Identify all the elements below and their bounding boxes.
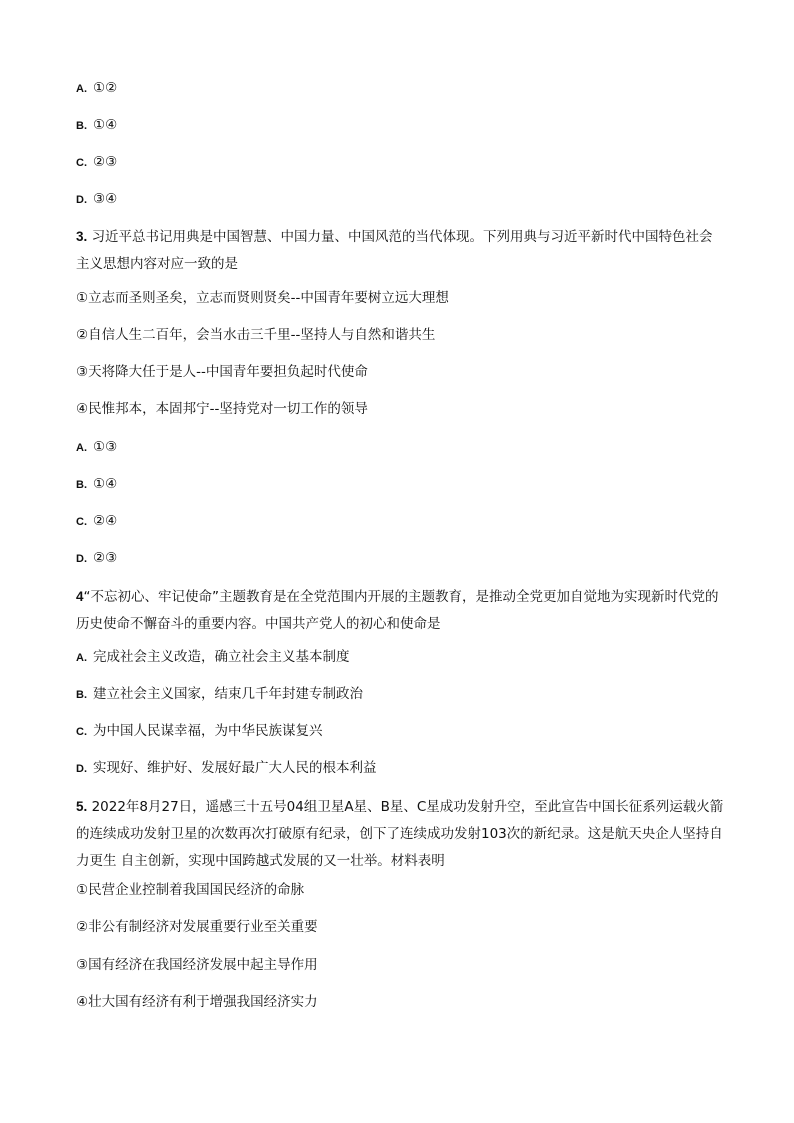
q4-option-a[interactable]: [76, 647, 726, 668]
q5-statement-2: ②非公有制经济对发展重要行业至关重要: [76, 919, 318, 935]
q4-option-c[interactable]: [76, 721, 726, 742]
option-text: 建立社会主义国家，结束几千年封建专制政治: [93, 686, 363, 702]
option-letter: B.: [76, 120, 87, 132]
q5-stem: [76, 793, 726, 875]
q2-option-b[interactable]: [76, 115, 726, 136]
q5-statement-3: ③国有经济在我国经济发展中起主导作用: [76, 957, 318, 973]
option-letter: D.: [76, 553, 87, 565]
q3-statement-3: ③天将降大任于是人--中国青年要担负起时代使命: [76, 364, 368, 380]
option-letter: D.: [76, 763, 87, 775]
q5-statement-4: ④壮大国有经济有利于增强我国经济实力: [76, 994, 318, 1010]
option-text: ①④: [93, 117, 118, 133]
q4-stem: [76, 583, 726, 638]
option-letter: B.: [76, 689, 87, 701]
q2-option-a[interactable]: [76, 78, 726, 99]
option-letter: C.: [76, 726, 87, 738]
option-letter: A.: [76, 442, 87, 454]
question-number: 4: [76, 589, 84, 604]
option-text: ①③: [93, 439, 118, 455]
q4-option-d[interactable]: [76, 758, 726, 779]
option-text: 为中国人民谋幸福，为中华民族谋复兴: [93, 723, 323, 739]
question-number: 3.: [76, 229, 88, 244]
q3-option-a[interactable]: [76, 437, 726, 458]
q5-statement-1: ①民营企业控制着我国国民经济的命脉: [76, 882, 305, 898]
option-text: ③④: [93, 191, 118, 207]
question-text: 2022年8月27日，遥感三十五号04组卫星A星、B星、C星成功发射升空，至此宣告中国长征系列运载火箭的连续成功发射卫星的次数再次打破原有纪录，创下了连续成功发射103次的新纪录。这是航天央企人坚持自力更生 自主创新，实现中国跨越式发展的又一壮举。材料表明: [76, 799, 724, 869]
q2-option-d[interactable]: [76, 189, 726, 210]
option-text: ②③: [93, 550, 118, 566]
q4-option-b[interactable]: [76, 684, 726, 705]
option-letter: A.: [76, 652, 87, 664]
q3-statement-1: ①立志而圣则圣矣，立志而贤则贤矣--中国青年要树立远大理想: [76, 290, 449, 306]
q3-statement-4: ④民惟邦本，本固邦宁--坚持党对一切工作的领导: [76, 401, 368, 417]
q3-option-c[interactable]: [76, 511, 726, 532]
question-text: 习近平总书记用典是中国智慧、中国力量、中国风范的当代体现。下列用典与习近平新时代中国特色社会主义思想内容对应一致的是: [76, 229, 713, 272]
question-text: “不忘初心、牢记使命”主题教育是在全党范围内开展的主题教育，是推动全党更加自觉地为实现新时代党的历史使命不懈奋斗的重要内容。中国共产党人的初心和使命是: [76, 589, 719, 632]
option-letter: B.: [76, 479, 87, 491]
option-letter: A.: [76, 83, 87, 95]
option-letter: D.: [76, 194, 87, 206]
option-letter: C.: [76, 157, 87, 169]
option-text: ②③: [93, 154, 118, 170]
q3-stem: [76, 223, 726, 278]
q3-option-b[interactable]: [76, 474, 726, 495]
option-text: ①②: [93, 80, 118, 96]
q2-option-c[interactable]: [76, 152, 726, 173]
option-text: 完成社会主义改造，确立社会主义基本制度: [93, 649, 350, 665]
option-letter: C.: [76, 516, 87, 528]
q3-statement-2: ②自信人生二百年，会当水击三千里--坚持人与自然和谐共生: [76, 327, 436, 343]
question-number: 5.: [76, 799, 88, 814]
option-text: ②④: [93, 513, 118, 529]
q3-option-d[interactable]: [76, 548, 726, 569]
option-text: 实现好、维护好、发展好最广大人民的根本利益: [93, 760, 377, 776]
option-text: ①④: [93, 476, 118, 492]
